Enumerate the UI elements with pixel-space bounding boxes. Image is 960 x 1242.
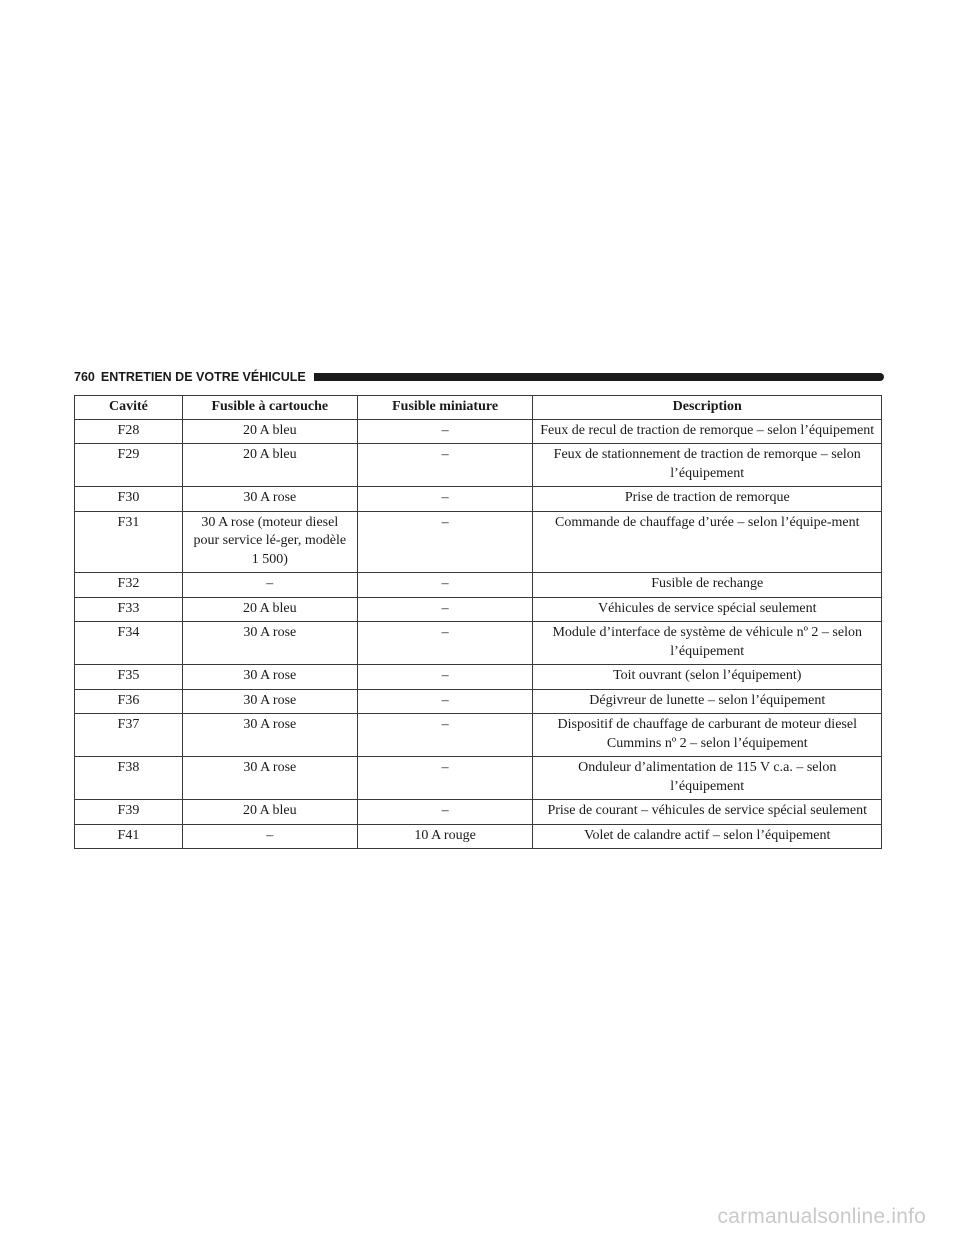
mini-fuse-cell: – [357,511,533,573]
description-cell: Feux de recul de traction de remorque – selon l’équipement [533,419,882,444]
table-row [75,444,882,487]
cavity-cell: F32 [75,573,183,598]
mini-fuse-cell: 10 A rouge [357,824,533,849]
mini-fuse-cell: – [357,800,533,825]
table-row [75,622,882,665]
table-row [75,511,882,573]
cartridge-fuse-cell: 30 A rose [182,689,357,714]
table-row [75,597,882,622]
mini-fuse-cell: – [357,665,533,690]
column-header-cavity: Cavité [75,396,183,420]
column-header-cartridge-fuse: Fusible à cartouche [182,396,357,420]
table-row [75,714,882,757]
mini-fuse-cell: – [357,689,533,714]
mini-fuse-cell: – [357,444,533,487]
header-rule [314,373,884,381]
description-cell: Volet de calandre actif – selon l’équipement [533,824,882,849]
cartridge-fuse-cell: 30 A rose [182,622,357,665]
cavity-cell: F35 [75,665,183,690]
description-cell: Commande de chauffage d’urée – selon l’équipe-ment [533,511,882,573]
cartridge-fuse-cell: 30 A rose [182,665,357,690]
mini-fuse-cell: – [357,714,533,757]
cavity-cell: F33 [75,597,183,622]
description-cell: Fusible de rechange [533,573,882,598]
cavity-cell: F39 [75,800,183,825]
cavity-cell: F30 [75,487,183,512]
column-header-description: Description [533,396,882,420]
cartridge-fuse-cell: – [182,824,357,849]
table-row [75,487,882,512]
column-header-mini-fuse: Fusible miniature [357,396,533,420]
table-row [75,419,882,444]
cartridge-fuse-cell: – [182,573,357,598]
mini-fuse-cell: – [357,573,533,598]
table-row [75,824,882,849]
cartridge-fuse-cell: 20 A bleu [182,444,357,487]
cavity-cell: F28 [75,419,183,444]
page-number: 760 [74,370,95,384]
cavity-cell: F31 [75,511,183,573]
fuse-table [74,395,882,849]
cartridge-fuse-cell: 30 A rose [182,487,357,512]
mini-fuse-cell: – [357,622,533,665]
cavity-cell: F29 [75,444,183,487]
description-cell: Module d’interface de système de véhicule nº 2 – selon l’équipement [533,622,882,665]
description-cell: Prise de courant – véhicules de service spécial seulement [533,800,882,825]
description-cell: Feux de stationnement de traction de remorque – selon l’équipement [533,444,882,487]
table-header-row [75,396,882,420]
page-header [74,366,884,388]
description-cell: Onduleur d’alimentation de 115 V c.a. – selon l’équipement [533,757,882,800]
description-cell: Dispositif de chauffage de carburant de moteur diesel Cummins nº 2 – selon l’équipement [533,714,882,757]
watermark: carmanualsonline.info [717,1205,926,1228]
description-cell: Toit ouvrant (selon l’équipement) [533,665,882,690]
cartridge-fuse-cell: 20 A bleu [182,597,357,622]
cartridge-fuse-cell: 20 A bleu [182,419,357,444]
mini-fuse-cell: – [357,597,533,622]
mini-fuse-cell: – [357,487,533,512]
table-row [75,665,882,690]
cavity-cell: F36 [75,689,183,714]
section-title: ENTRETIEN DE VOTRE VÉHICULE [100,370,306,384]
cartridge-fuse-cell: 20 A bleu [182,800,357,825]
description-cell: Véhicules de service spécial seulement [533,597,882,622]
cavity-cell: F37 [75,714,183,757]
description-cell: Dégivreur de lunette – selon l’équipement [533,689,882,714]
cavity-cell: F41 [75,824,183,849]
table-row [75,800,882,825]
cavity-cell: F34 [75,622,183,665]
table-row [75,689,882,714]
table-row [75,757,882,800]
mini-fuse-cell: – [357,757,533,800]
cartridge-fuse-cell: 30 A rose (moteur diesel pour service lé-ger, modèle 1 500) [182,511,357,573]
mini-fuse-cell: – [357,419,533,444]
description-cell: Prise de traction de remorque [533,487,882,512]
table-body [75,419,882,849]
cartridge-fuse-cell: 30 A rose [182,714,357,757]
table-row [75,573,882,598]
cavity-cell: F38 [75,757,183,800]
cartridge-fuse-cell: 30 A rose [182,757,357,800]
